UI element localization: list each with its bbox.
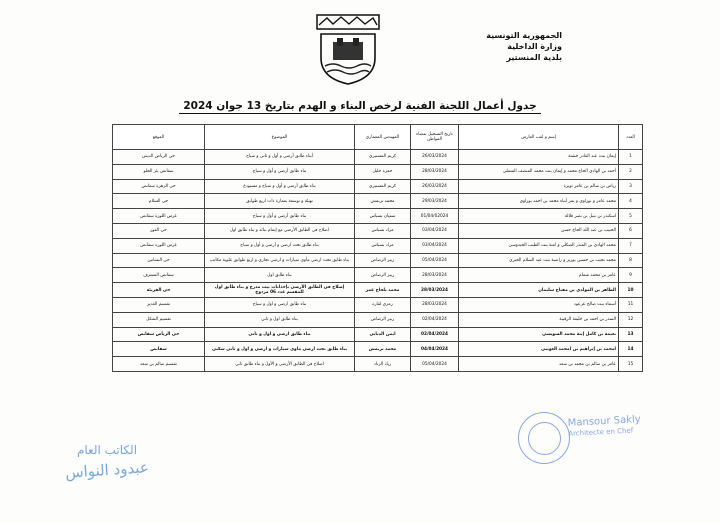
applicant-name: الحبيب بن عبد الله الحاج حسن <box>459 223 619 238</box>
row-number: 4 <box>619 194 643 209</box>
column-header-architect: المهندس المعماري <box>355 125 411 150</box>
architect-name: ايمن الدبابي <box>355 327 411 342</box>
request-subject: بناء طابق أرضي و أول و سياج و مستودع <box>205 179 355 194</box>
table-row <box>113 150 643 165</box>
row-number: 9 <box>619 268 643 283</box>
site-location: تقسيم سالم بن سعد <box>113 357 205 372</box>
site-location: حي الفوز <box>113 223 205 238</box>
table-row <box>113 297 643 312</box>
request-subject: بناء طابق تحت ارضي ماوى سيارات و ارضي و اول و ثاني سكني <box>205 342 355 357</box>
architect-signature <box>567 414 641 440</box>
applicant-name: عامر بن سالم بن محمد بن سعد <box>459 357 619 372</box>
site-location: حي الرياض سقانص <box>113 327 205 342</box>
column-header-subject: الموضوع <box>205 125 355 150</box>
applicant-name: نعيمة بن كامل إبنة محمد السويسي <box>459 327 619 342</box>
architect-name: Mansour Sakly <box>567 414 641 429</box>
applicant-name: محمد نجيب بن حسين بوزير و راضية بنت عبد السلام الخيري <box>459 253 619 268</box>
applicant-name: الطاهر بن المولدي بن مفتاح سليمان <box>459 283 619 298</box>
architect-name: كريم المستيري <box>355 150 411 165</box>
architect-name: زياد الزناد <box>355 357 411 372</box>
site-location: سقانص <box>113 342 205 357</box>
registration-date: 26/03/2024 <box>411 150 459 165</box>
applicant-name: أسماء بنت صالح عزعود <box>459 297 619 312</box>
column-header-name: إسم و لقب العارض <box>459 125 619 150</box>
site-location: غرس اللوزة سقانص <box>113 238 205 253</box>
request-subject: بناء طابق اول و ثاني <box>205 312 355 327</box>
registration-date: 03/04/2024 <box>411 238 459 253</box>
row-number: 13 <box>619 327 643 342</box>
request-subject: بناء طابق أرضي و أول و سياج <box>205 164 355 179</box>
applicant-name: المنذر بن احمد بن خليفة الرقيبة <box>459 312 619 327</box>
table-body <box>113 150 643 372</box>
municipality-logo <box>313 12 383 86</box>
applicant-name: محمد الهادي بن المنذر الصكلي و امنة بنت الطيب الحيدوسي <box>459 238 619 253</box>
registration-date: 03/04/2024 <box>411 223 459 238</box>
registration-date: 26/03/2024 <box>411 179 459 194</box>
registration-date: 28/03/2024 <box>411 164 459 179</box>
table-row <box>113 209 643 224</box>
site-location: حي الزهرة سقانص <box>113 179 205 194</box>
site-location: حي الفريئة <box>113 283 205 298</box>
architect-name: مراد بسباس <box>355 223 411 238</box>
registration-date: 28/03/2024 <box>411 283 459 298</box>
site-location: سقانص بئر الحلو <box>113 164 205 179</box>
row-number: 7 <box>619 238 643 253</box>
row-number: 2 <box>619 164 643 179</box>
architect-name: سفيان بسباس <box>355 209 411 224</box>
architect-name: زبير الرصاص <box>355 268 411 283</box>
table-row <box>113 223 643 238</box>
header-line: بلدية المنستير <box>506 53 562 62</box>
request-subject: بناء طابق تحت ارضي و ارضي و أول و سياج <box>205 238 355 253</box>
table-row <box>113 357 643 372</box>
site-location: حي السلام <box>113 194 205 209</box>
row-number: 15 <box>619 357 643 372</box>
architect-name: حمزة خليل <box>355 164 411 179</box>
architect-name: محمد بلحاج عمر <box>355 283 411 298</box>
applicant-name: أحمد بن الهادي الحاج محمد و إيمان بنت محمد المنصف الشملي <box>459 164 619 179</box>
table-row <box>113 268 643 283</box>
table-row <box>113 253 643 268</box>
row-number: 8 <box>619 253 643 268</box>
agenda-table <box>112 124 643 372</box>
table-row <box>113 312 643 327</box>
row-number: 6 <box>619 223 643 238</box>
registration-date: 28/03/2024 <box>411 297 459 312</box>
request-subject: إصلاح في الطابق الأرضي بإحداثات بيت مدرج و بناء طابق اول للمقسم عدد 06 مزدوج <box>205 283 355 298</box>
table-row <box>113 327 643 342</box>
architect-name: مراد بسباس <box>355 238 411 253</box>
table-row <box>113 179 643 194</box>
row-number: 10 <box>619 283 643 298</box>
applicant-name: عامر بن محمد شمام <box>459 268 619 283</box>
signature-title: الكاتب العام <box>76 443 138 457</box>
table-row <box>113 283 643 298</box>
registration-date: 02/04/2024 <box>411 327 459 342</box>
column-header-date: تاريخ التسجيل بفضاء المواطن <box>411 125 459 150</box>
applicant-name: امحمد بن إبراهيم بن امحمد العويني <box>459 342 619 357</box>
applicant-name: محمد عامر و بوزاوي و نمر أبناء محمد بن احمد بوزاوي <box>459 194 619 209</box>
request-subject: بناء طابق اول <box>205 268 355 283</box>
republic-header <box>486 30 562 63</box>
request-subject: اصلاح في الطابق الأرضي مع إتمام بنائه و بناء طابق اول <box>205 223 355 238</box>
architect-name: محمد تريمش <box>355 194 411 209</box>
site-location: غرس اللوزة سقانص <box>113 209 205 224</box>
request-subject: بناء طابق تحت ارضي مأوى سيارات و ارضي تجاري و اربع طوابق علوية مكاتب <box>205 253 355 268</box>
site-location: حي الرياض الديس <box>113 150 205 165</box>
row-number: 3 <box>619 179 643 194</box>
column-header-number: العدد <box>619 125 643 150</box>
site-location: حي البساتين <box>113 253 205 268</box>
row-number: 1 <box>619 150 643 165</box>
registration-date: 28/03/2024 <box>411 268 459 283</box>
table-header-row <box>113 125 643 150</box>
table-row <box>113 342 643 357</box>
applicant-name: رياض بن سالم بن عامر ثويرة <box>459 179 619 194</box>
column-header-location: الموقع <box>113 125 205 150</box>
request-subject: اصلاح في الطابق الأرضي و الأول و بناء طابق ثاني <box>205 357 355 372</box>
request-subject: بناء طابق أرضي و أول و سياج <box>205 209 355 224</box>
table-row <box>113 164 643 179</box>
request-subject: تهيئة و توسعة بعمارة ذات اربع طوابق <box>205 194 355 209</box>
applicant-name: اسكندر بن نبيل بن نصر قلالة <box>459 209 619 224</box>
row-number: 12 <box>619 312 643 327</box>
registration-date: 02/04/2024 <box>411 312 459 327</box>
document-title-text: جدول أعمال اللجنة الفنية لرخص البناء و الهدم بتاريخ 13 جوان 2024 <box>179 100 540 114</box>
table-row <box>113 238 643 253</box>
site-location: سقانص المشرف <box>113 268 205 283</box>
stamp-inner-ring <box>528 422 561 455</box>
request-subject: بناء طابق ارضي و اول و سياج <box>205 297 355 312</box>
request-subject: أبناء طابق أرضي و أول و ثاني و سياج <box>205 150 355 165</box>
applicant-name: إيمان بنت عبد القادر خشتة <box>459 150 619 165</box>
site-location: تقسيم الغدير <box>113 297 205 312</box>
architect-name: زبير الرصاص <box>355 253 411 268</box>
row-number: 14 <box>619 342 643 357</box>
row-number: 11 <box>619 297 643 312</box>
registration-date: 05/04/2024 <box>411 357 459 372</box>
header-line: وزارة الداخلية <box>507 42 562 51</box>
secretary-signature <box>52 440 162 490</box>
header-line: الجمهورية التونسية <box>486 31 562 40</box>
registration-date: 01/04/02024 <box>411 209 459 224</box>
official-stamp <box>518 412 570 464</box>
row-number: 5 <box>619 209 643 224</box>
registration-date: 04/04/2024 <box>411 342 459 357</box>
registration-date: 29/03/2024 <box>411 194 459 209</box>
architect-name: محمد تريمش <box>355 342 411 357</box>
document-title <box>0 100 720 112</box>
architect-name: زبير الرصاص <box>355 312 411 327</box>
request-subject: بناء طابق ارضي و اول و ثاني <box>205 327 355 342</box>
architect-name: كريم المستيري <box>355 179 411 194</box>
architect-name: رمزي لقارة <box>355 297 411 312</box>
signature-name: عبدود النواس <box>64 458 150 482</box>
registration-date: 05/04/2024 <box>411 253 459 268</box>
table-row <box>113 194 643 209</box>
architect-role: Architecte en Chef <box>568 426 634 438</box>
site-location: تقسيم الشكل <box>113 312 205 327</box>
